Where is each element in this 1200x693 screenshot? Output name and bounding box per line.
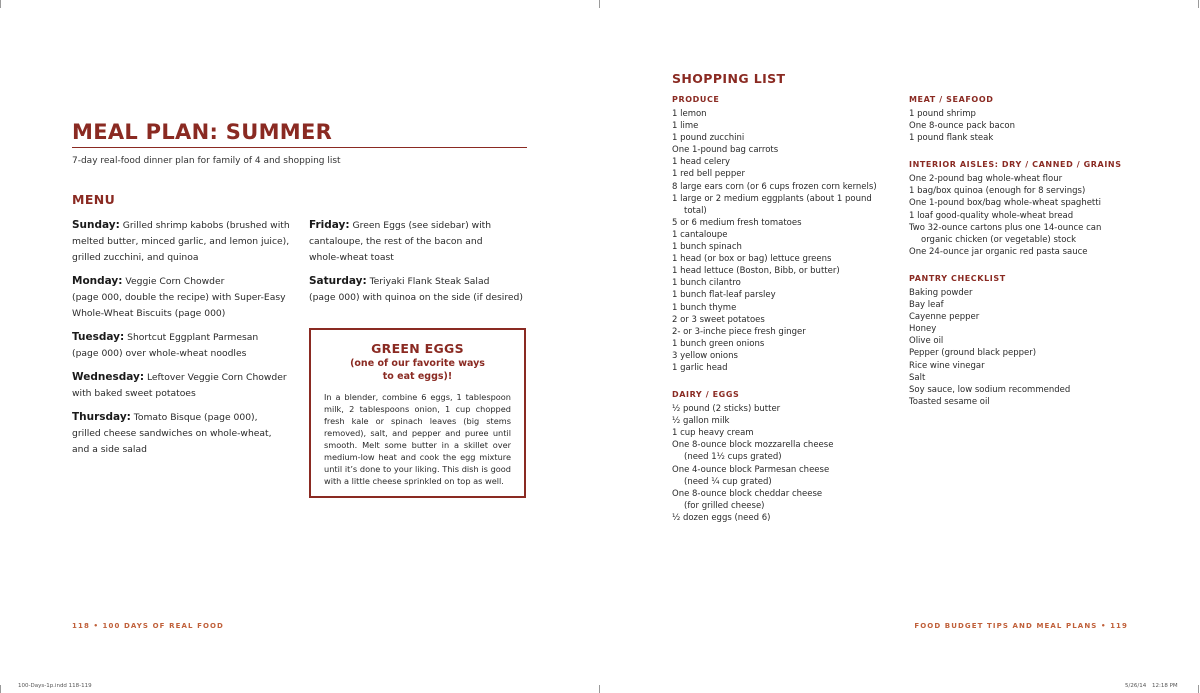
menu-text: whole-wheat toast	[309, 252, 394, 263]
menu-entry	[309, 217, 529, 266]
menu-column-1	[72, 217, 300, 465]
menu-text: melted butter, minced garlic, and lemon juice),	[72, 236, 290, 247]
menu-day: Friday:	[309, 219, 350, 231]
list-item: 1 head celery	[672, 157, 731, 168]
list-item: (need ¼ cup grated)	[684, 476, 772, 487]
menu-line	[72, 273, 300, 290]
list-item: 2- or 3-inche piece fresh ginger	[672, 326, 806, 337]
list-item: Pepper (ground black pepper)	[909, 348, 1037, 359]
menu-text: and a side salad	[72, 444, 147, 455]
list-item: Bay leaf	[909, 300, 944, 311]
list-item: One 2-pound bag whole-wheat flour	[909, 174, 1063, 185]
menu-day: Thursday:	[72, 411, 131, 423]
list-item: 1 bunch spinach	[672, 242, 742, 253]
pantry-heading: PANTRY CHECKLIST	[909, 273, 1006, 283]
list-item: Salt	[909, 372, 926, 383]
menu-line	[72, 306, 300, 322]
menu-line	[72, 217, 300, 234]
menu-line	[72, 290, 300, 306]
list-item: 1 lime	[672, 121, 699, 132]
menu-heading: MENU	[72, 192, 116, 207]
menu-day: Saturday:	[309, 275, 367, 287]
crop-mark	[0, 0, 1, 8]
menu-entry	[309, 273, 529, 306]
interior-aisles-list	[909, 173, 1139, 258]
dairy-list	[672, 403, 897, 524]
list-item: Rice wine vinegar	[909, 360, 985, 371]
menu-entry	[72, 217, 300, 266]
crop-mark	[0, 685, 1, 693]
list-item: 1 large or 2 medium eggplants (about 1 pound	[672, 193, 872, 204]
menu-line	[309, 250, 529, 266]
menu-line	[72, 250, 300, 266]
footer-left: 118 • 100 DAYS OF REAL FOOD	[72, 622, 224, 630]
green-eggs-sidebar	[309, 328, 526, 498]
menu-text: (page 000) with quinoa on the side (if desired)	[309, 292, 523, 303]
meat-list	[909, 108, 1139, 144]
dairy-section	[672, 389, 897, 524]
print-slug-date: 5/26/14	[1125, 683, 1147, 689]
menu-text: Leftover Veggie Corn Chowder	[146, 372, 287, 383]
menu-text: Teriyaki Flank Steak Salad	[369, 276, 490, 287]
sidebar-subtitle-line: to eat eggs)!	[382, 371, 453, 382]
list-item: 1 cup heavy cream	[672, 428, 754, 439]
menu-day: Wednesday:	[72, 371, 145, 383]
list-item: 8 large ears corn (or 6 cups frozen corn kernels)	[672, 181, 877, 192]
menu-text: Shortcut Eggplant Parmesan	[127, 332, 259, 343]
crop-mark	[1198, 685, 1199, 693]
list-item: 5 or 6 medium fresh tomatoes	[672, 217, 802, 228]
menu-line	[72, 442, 300, 458]
list-item: 3 yellow onions	[672, 350, 738, 361]
list-item: One 8-ounce block cheddar cheese	[672, 488, 823, 499]
menu-text: with baked sweet potatoes	[72, 388, 196, 399]
interior-aisles-section	[909, 159, 1139, 258]
menu-entry	[72, 369, 300, 402]
menu-day: Sunday:	[72, 219, 120, 231]
list-item: 1 bunch green onions	[672, 338, 765, 349]
list-item: total)	[684, 205, 707, 216]
menu-text: Tomato Bisque (page 000),	[133, 412, 258, 423]
menu-line	[309, 290, 529, 306]
list-item: organic chicken (or vegetable) stock	[921, 234, 1077, 245]
interior-aisles-heading: INTERIOR AISLES: DRY / CANNED / GRAINS	[909, 160, 1122, 170]
menu-line	[72, 426, 300, 442]
print-slug-left: 100-Days-1p.indd 118-119	[18, 683, 92, 689]
menu-text: cantaloupe, the rest of the bacon and	[309, 236, 483, 247]
list-item: Baking powder	[909, 287, 973, 298]
sidebar-title: GREEN EGGS	[371, 341, 464, 356]
footer-right: FOOD BUDGET TIPS AND MEAL PLANS • 119	[914, 622, 1128, 630]
menu-text: (page 000, double the recipe) with Super-Easy	[72, 292, 286, 303]
menu-column-2	[309, 217, 529, 313]
pantry-list	[909, 287, 1139, 408]
list-item: ½ dozen eggs (need 6)	[672, 512, 771, 523]
menu-text: Green Eggs (see sidebar) with	[352, 220, 492, 231]
list-item: ½ gallon milk	[672, 416, 730, 427]
menu-line	[72, 234, 300, 250]
crop-mark	[599, 685, 600, 693]
menu-text: Veggie Corn Chowder	[125, 276, 225, 287]
produce-heading: PRODUCE	[672, 95, 720, 104]
list-item: 1 pound flank steak	[909, 133, 994, 144]
list-item: 1 garlic head	[672, 362, 728, 373]
menu-day: Monday:	[72, 275, 123, 287]
list-item: One 1-pound bag carrots	[672, 145, 779, 156]
menu-line	[309, 217, 529, 234]
list-item: 1 cantaloupe	[672, 229, 728, 240]
menu-entry	[72, 409, 300, 458]
crop-mark	[599, 0, 600, 8]
menu-line	[72, 409, 300, 426]
menu-line	[72, 329, 300, 346]
list-item: Soy sauce, low sodium recommended	[909, 384, 1071, 395]
list-item: Two 32-ounce cartons plus one 14-ounce can	[909, 222, 1102, 233]
list-item: 1 lemon	[672, 109, 707, 119]
shopping-column-2	[909, 94, 1139, 423]
list-item: (need 1½ cups grated)	[684, 452, 782, 463]
produce-section	[672, 94, 897, 374]
list-item: One 24-ounce jar organic red pasta sauce	[909, 246, 1088, 257]
list-item: 1 bag/box quinoa (enough for 8 servings)	[909, 186, 1086, 197]
list-item: 1 pound zucchini	[672, 133, 745, 144]
list-item: One 8-ounce pack bacon	[909, 121, 1015, 132]
pantry-section	[909, 273, 1139, 408]
list-item: 1 pound shrimp	[909, 109, 976, 119]
print-slug-time: 12:18 PM	[1152, 683, 1178, 689]
menu-line	[72, 346, 300, 362]
sidebar-body: In a blender, combine 6 eggs, 1 tablespoon milk, 2 tablespoons onion, 1 cup chopped fresh kale or spinach leaves (big stems removed), salt, and pepper and puree until smooth. Melt some butter in a skillet over medium-low heat and cook the egg mixture until it’s done to your liking. This dish is good with a little cheese sprinkled on top as well.	[324, 392, 511, 486]
shopping-list-title: SHOPPING LIST	[672, 71, 786, 86]
crop-mark	[1198, 0, 1199, 8]
menu-entry	[72, 329, 300, 362]
list-item: 1 red bell pepper	[672, 169, 745, 180]
list-item: 2 or 3 sweet potatoes	[672, 314, 765, 325]
list-item: 1 bunch thyme	[672, 302, 737, 313]
menu-line	[309, 273, 529, 290]
list-item: 1 head lettuce (Boston, Bibb, or butter)	[672, 266, 840, 277]
list-item: Olive oil	[909, 336, 944, 347]
menu-line	[72, 386, 300, 402]
menu-text: Whole-Wheat Biscuits (page 000)	[72, 308, 226, 319]
menu-entry	[72, 273, 300, 322]
menu-day: Tuesday:	[72, 331, 125, 343]
menu-text: Grilled shrimp kabobs (brushed with	[122, 220, 290, 231]
list-item: One 4-ounce block Parmesan cheese	[672, 464, 830, 475]
list-item: Toasted sesame oil	[909, 396, 990, 407]
list-item: 1 bunch flat-leaf parsley	[672, 290, 776, 301]
dairy-heading: DAIRY / EGGS	[672, 390, 740, 400]
list-item: 1 bunch cilantro	[672, 278, 741, 289]
list-item: Cayenne pepper	[909, 312, 980, 323]
menu-line	[309, 234, 529, 250]
menu-line	[72, 369, 300, 386]
list-item: 1 loaf good-quality whole-wheat bread	[909, 210, 1074, 221]
page-title: MEAL PLAN: SUMMER	[72, 119, 527, 148]
sidebar-subtitle-line: (one of our favorite ways	[350, 358, 485, 369]
menu-text: grilled cheese sandwiches on whole-wheat,	[72, 428, 272, 439]
list-item: One 8-ounce block mozzarella cheese	[672, 440, 834, 451]
list-item: ½ pound (2 sticks) butter	[672, 404, 781, 415]
menu-text: (page 000) over whole-wheat noodles	[72, 348, 247, 359]
meat-heading: MEAT / SEAFOOD	[909, 95, 994, 104]
menu-text: grilled zucchini, and quinoa	[72, 252, 199, 263]
list-item: (for grilled cheese)	[684, 500, 765, 511]
sidebar-subtitle	[311, 357, 524, 383]
produce-list	[672, 108, 897, 374]
list-item: One 1-pound box/bag whole-wheat spaghetti	[909, 198, 1101, 209]
shopping-column-1	[672, 94, 897, 539]
meat-section	[909, 94, 1139, 144]
list-item: 1 head (or box or bag) lettuce greens	[672, 254, 832, 265]
list-item: Honey	[909, 324, 937, 335]
page-subtitle: 7-day real-food dinner plan for family of 4 and shopping list	[72, 156, 341, 166]
